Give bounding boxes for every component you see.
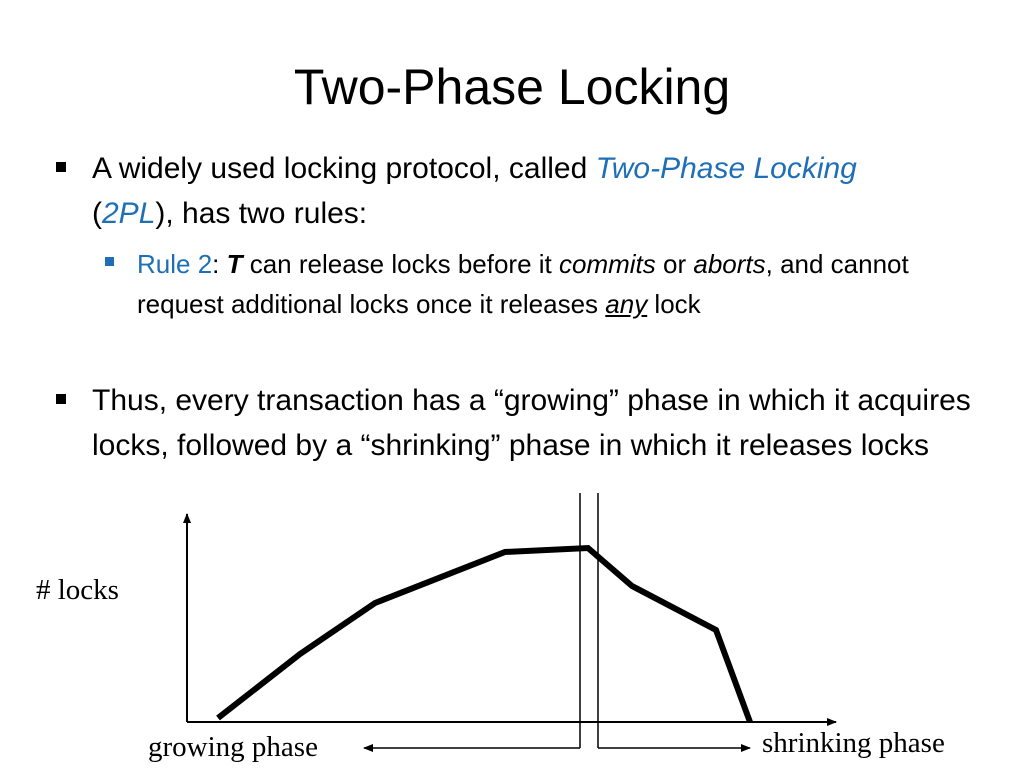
y-axis-label: # locks <box>36 574 119 606</box>
commits-word: commits <box>559 249 656 279</box>
rule-text-c: lock <box>647 289 701 319</box>
rule-colon: : <box>212 249 227 279</box>
rule-2-label: Rule 2 <box>137 249 213 279</box>
or-word: or <box>655 249 694 279</box>
lock-count-curve <box>218 548 750 722</box>
2pl-abbreviation: 2PL <box>102 197 156 230</box>
any-word: any <box>605 289 648 319</box>
bullet-text-e: ), has two rules: <box>155 197 368 230</box>
rule-text-b: , and cannot request additional locks once it releases <box>137 249 909 319</box>
slide-title: Two-Phase Locking <box>293 59 731 115</box>
transaction-t: T <box>226 249 243 279</box>
growing-phase-label: growing phase <box>148 731 318 763</box>
aborts-word: aborts <box>693 249 766 279</box>
rule-text-a: can release locks before it <box>242 249 559 279</box>
shrinking-phase-label: shrinking phase <box>762 727 945 759</box>
bullet-2-text: Thus, every transaction has a “growing” phase in which it acquires locks, followed by a “shrinking” phase in which it releases locks <box>92 384 971 462</box>
bullet-text-a: A widely used locking protocol, called <box>92 152 596 185</box>
two-phase-locking-term: Two-Phase Locking <box>595 152 857 185</box>
bullet-text-c: ( <box>92 197 102 230</box>
